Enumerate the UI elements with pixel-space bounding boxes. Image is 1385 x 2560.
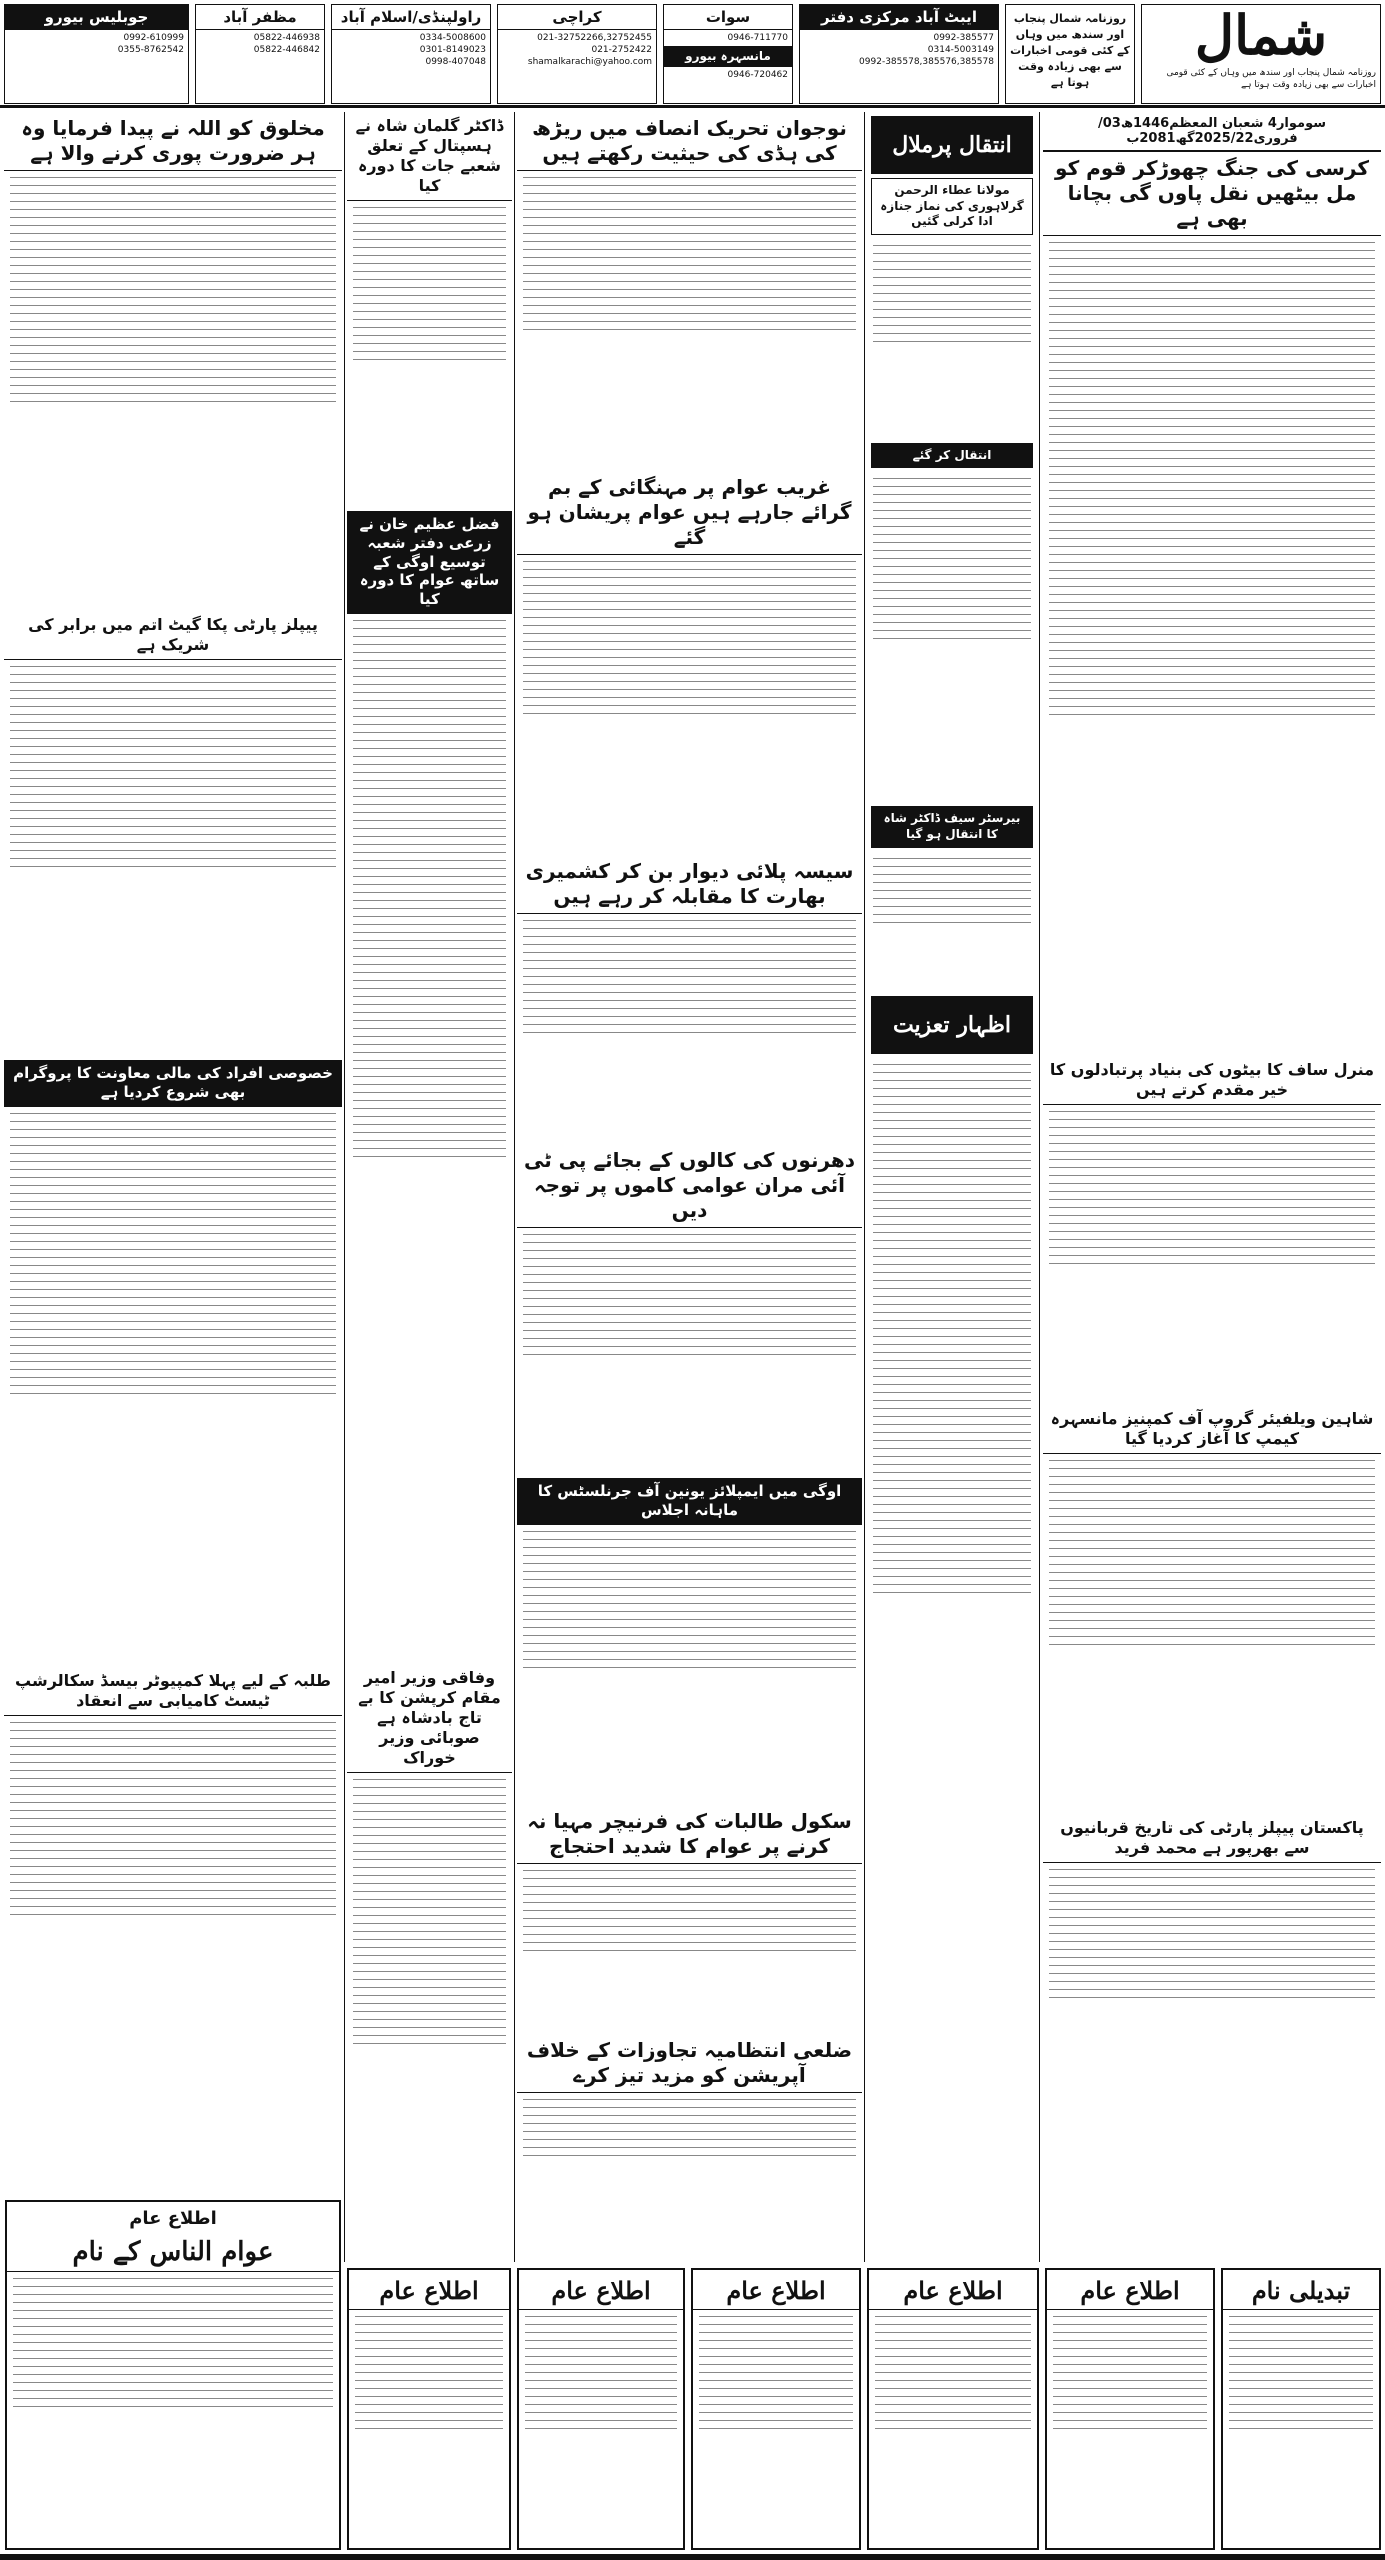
office-mansehra-title: مانسہرہ بیورو bbox=[664, 46, 792, 67]
notice-name-change bbox=[1221, 2268, 1381, 2550]
school-headline: سکول طالبات کی فرنیچر مہیا نہ کرنے پر عوام کا شدید احتجاج bbox=[517, 1805, 862, 1864]
masthead bbox=[1141, 4, 1381, 104]
inflation-body bbox=[517, 555, 862, 855]
creation-headline: مخلوق کو اللہ نے پیدا فرمایا وہ ہر ضرورت پوری کرنے والا ہے bbox=[4, 112, 342, 171]
dateline: سوموار4 شعبان المعظم1446ھ03/فروری2025/22گھ2081ب bbox=[1043, 112, 1381, 152]
obituary-body bbox=[867, 239, 1037, 439]
office-gilgit bbox=[4, 4, 189, 104]
youth-headline: نوجوان تحریک انصاف میں ریڑھ کی ہڈی کی حیثیت رکھتے ہیں bbox=[517, 112, 862, 171]
condolence-banner bbox=[871, 996, 1033, 1054]
column-right bbox=[1043, 112, 1381, 2262]
obituary-title: انتقال پرملال bbox=[892, 132, 1012, 158]
notice-public-title: اطلاع عام bbox=[349, 2270, 509, 2310]
office-rawalpindi-line: 0998-407048 bbox=[425, 57, 486, 67]
office-rawalpindi bbox=[331, 4, 491, 104]
pp-history-body bbox=[1043, 1863, 1381, 2123]
lead-wall-headline: سیسہ پلائی دیوار بن کر کشمیری بھارت کا مقابلہ کر رہے ہیں bbox=[517, 855, 862, 914]
shaheen-body bbox=[1043, 1454, 1381, 1814]
obituary-caption-2: انتقال کر گئے bbox=[871, 443, 1033, 469]
column-divider bbox=[1039, 112, 1041, 2262]
ops-headline: ضلعی انتظامیہ تجاوزات کے خلاف آپریشن کو مزید تیز کرے bbox=[517, 2034, 862, 2093]
scholarship-body bbox=[4, 1716, 342, 2096]
notice-public-people-subtitle: عوام الناس کے نام bbox=[7, 2231, 339, 2272]
school-body bbox=[517, 1864, 862, 2034]
office-gilgit-line: 0992-610999 bbox=[123, 33, 184, 43]
notice-public-4 bbox=[517, 2268, 685, 2550]
hospital-body bbox=[347, 201, 512, 511]
agri-body bbox=[347, 614, 512, 1664]
inflation-headline: غریب عوام پر مہنگائی کے بم گرائے جارہے ہیں عوام پریشان ہو گئے bbox=[517, 471, 862, 555]
mineral-headline: منرل ساف کا بیٹوں کی بنیاد پرتبادلوں کا خیر مقدم کرتے ہیں bbox=[1043, 1056, 1381, 1105]
column-left bbox=[4, 112, 342, 2262]
lead-wall-body bbox=[517, 914, 862, 1144]
financial-headline: خصوصی افراد کی مالی معاونت کا پروگرام بھی شروع کردیا ہے bbox=[4, 1060, 342, 1107]
footer-rule bbox=[0, 2554, 1385, 2560]
union-headline: اوگی میں ایمپلائز یونین آف جرنلسٹس کا ماہانہ اجلاس bbox=[517, 1478, 862, 1525]
notice-public-title: اطلاع عام bbox=[693, 2270, 859, 2310]
creation-body bbox=[4, 171, 342, 611]
office-karachi-line: shamalkarachi@yahoo.com bbox=[527, 57, 652, 67]
pp-history-headline: پاکستان پیپلز پارٹی کی تاریخ قربانیوں سے بھرپور ہے محمد فرید bbox=[1043, 1814, 1381, 1863]
column-divider bbox=[344, 112, 346, 2262]
office-abbottabad bbox=[799, 4, 999, 104]
obituary-body-2 bbox=[867, 472, 1037, 802]
scholarship-headline: طلبہ کے لیے پہلا کمپیوٹر بیسڈ سکالرشپ ٹیسٹ کامیابی سے انعقاد bbox=[4, 1667, 342, 1716]
obituary-banner bbox=[871, 116, 1033, 174]
federal-body bbox=[347, 1773, 512, 2262]
ppp-body bbox=[4, 660, 342, 1060]
office-swat bbox=[663, 4, 793, 104]
pti-headline: دھرنوں کی کالوں کے بجائے پی ٹی آئی مران عوامی کاموں پر توجہ دیں bbox=[517, 1144, 862, 1228]
office-abbottabad-line: 0992-385578,385576,385578 bbox=[859, 57, 994, 67]
office-muzaffarabad bbox=[195, 4, 325, 104]
notice-public-1 bbox=[1045, 2268, 1215, 2550]
office-swat-line: 0946-711770 bbox=[727, 33, 788, 43]
masthead-bar bbox=[0, 0, 1385, 108]
office-gilgit-line: 0355-8762542 bbox=[117, 45, 184, 55]
hospital-headline: ڈاکٹر گلمان شاہ نے ہسپتال کے تعلق شعبے جات کا دورہ کیا bbox=[347, 112, 512, 201]
obituary-caption: مولانا عطاء الرحمن گرلاہوری کی نماز جنازہ ادا کرلی گئیں bbox=[871, 178, 1033, 235]
office-abbottabad-line: 0992-385577 bbox=[933, 33, 994, 43]
column-left-mid bbox=[347, 112, 512, 2262]
promo-text: روزنامہ شمال پنجاب اور سندھ میں وہاں کے کئی قومی اخبارات سے بھی زیادہ وقت ہوتا ہے bbox=[1010, 12, 1130, 89]
notice-name-change-title: تبدیلی نام bbox=[1223, 2270, 1379, 2310]
promo-box bbox=[1005, 4, 1135, 104]
condolence-title: اظہار تعزیت bbox=[892, 1011, 1012, 1038]
office-gilgit-title: جوبلیس بیورو bbox=[5, 5, 188, 30]
office-karachi-line: 021-2752422 bbox=[591, 45, 652, 55]
office-muzaffarabad-line: 05822-446938 bbox=[253, 33, 320, 43]
office-abbottabad-line: 0314-5003149 bbox=[927, 45, 994, 55]
column-obituary bbox=[867, 112, 1037, 2262]
office-rawalpindi-title: راولپنڈی/اسلام آباد bbox=[332, 5, 490, 30]
obituary-body-3 bbox=[867, 852, 1037, 992]
notice-public-people bbox=[5, 2200, 341, 2550]
ppp-headline: پیپلز پارٹی پکا گیٹ اتم میں برابر کی شریک ہے bbox=[4, 611, 342, 660]
lead-body bbox=[1043, 236, 1381, 1056]
ops-body bbox=[517, 2093, 862, 2213]
office-mansehra-line: 0946-720462 bbox=[727, 70, 788, 80]
youth-body bbox=[517, 171, 862, 471]
column-divider bbox=[864, 112, 866, 2262]
notice-public-title: اطلاع عام bbox=[1047, 2270, 1213, 2310]
union-body bbox=[517, 1525, 862, 1805]
office-rawalpindi-line: 0334-5008600 bbox=[419, 33, 486, 43]
federal-headline: وفاقی وزیر امیر مقام کرپشن کا بے تاج بادشاہ ہے صوبائی وزیر خوراک bbox=[347, 1664, 512, 1773]
notice-public-2 bbox=[867, 2268, 1039, 2550]
masthead-tagline: روزنامہ شمال پنجاب اور سندھ میں وہاں کے کئی قومی اخبارات سے بھی زیادہ وقت ہوتا ہے bbox=[1166, 68, 1376, 90]
office-muzaffarabad-line: 05822-446842 bbox=[253, 45, 320, 55]
office-abbottabad-title: ایبٹ آباد مرکزی دفتر bbox=[800, 5, 998, 30]
lead-headline: کرسی کی جنگ چھوڑکر قوم کو مل بیٹھیں نقل پاوں گی بچانا بھی ہے bbox=[1043, 152, 1381, 236]
notice-public-title: اطلاع عام bbox=[519, 2270, 683, 2310]
masthead-title: شمال bbox=[1194, 4, 1328, 67]
mineral-body bbox=[1043, 1105, 1381, 1405]
obituary-caption-3: بیرسٹر سیف ڈاکٹر شاہ کا انتقال ہو گیا bbox=[871, 806, 1033, 847]
notice-public-title: اطلاع عام bbox=[869, 2270, 1037, 2310]
agri-headline: فضل عظیم خان نے زرعی دفتر شعبہ توسیع اوگی کے ساتھ عوام کا دورہ کیا bbox=[347, 511, 512, 614]
notice-public-3 bbox=[691, 2268, 861, 2550]
office-karachi bbox=[497, 4, 657, 104]
condolence-body bbox=[867, 1058, 1037, 2098]
column-center bbox=[517, 112, 862, 2262]
office-muzaffarabad-title: مظفر آباد bbox=[196, 5, 324, 30]
office-swat-title: سوات bbox=[664, 5, 792, 30]
office-karachi-title: کراچی bbox=[498, 5, 656, 30]
column-divider bbox=[514, 112, 516, 2262]
office-karachi-line: 021-32752266,32752455 bbox=[537, 33, 652, 43]
financial-body bbox=[4, 1107, 342, 1667]
notice-public-5 bbox=[347, 2268, 511, 2550]
pti-body bbox=[517, 1228, 862, 1478]
office-rawalpindi-line: 0301-8149023 bbox=[419, 45, 486, 55]
notice-public-people-title: اطلاع عام bbox=[129, 2208, 217, 2229]
shaheen-headline: شاہین ویلفیئر گروپ آف کمپنیز مانسہرہ کیمپ کا آغاز کردیا گیا bbox=[1043, 1405, 1381, 1454]
